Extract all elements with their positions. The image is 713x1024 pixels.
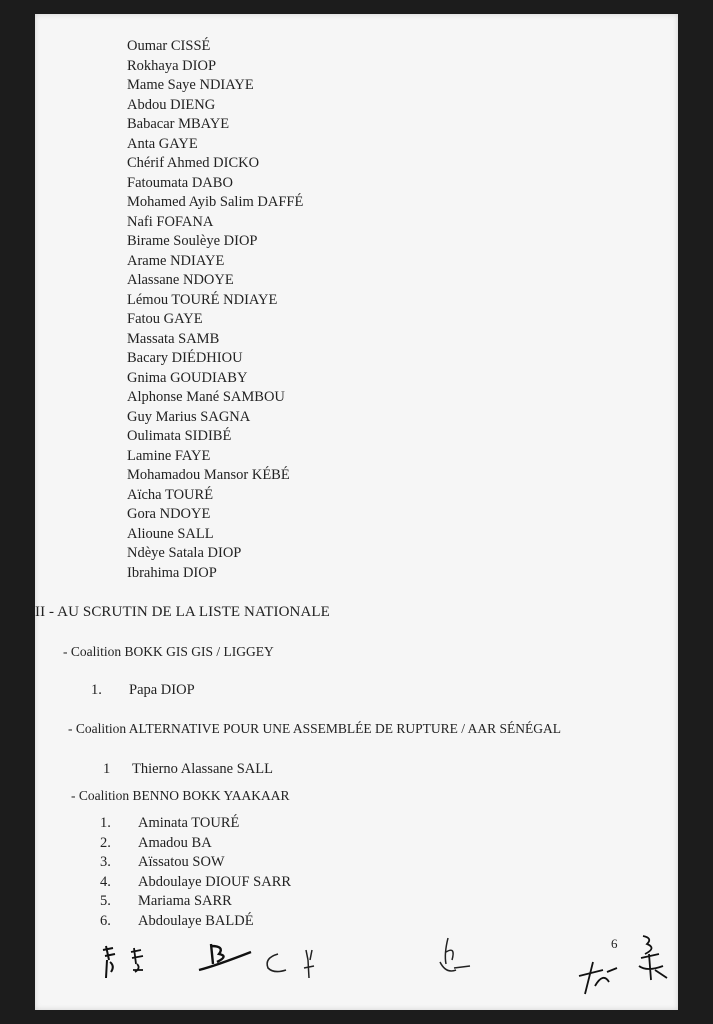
list-item: Alphonse Mané SAMBOU	[127, 389, 285, 405]
item-number: 1	[103, 761, 111, 777]
item-number: 2.	[100, 834, 111, 851]
member-name: Amadou BA	[138, 834, 212, 851]
list-item: Abdou DIENG	[127, 96, 216, 113]
list-item: Aïcha TOURÉ	[127, 486, 214, 503]
list-item: Fatoumata DABO	[127, 174, 233, 191]
item-number: 1.	[100, 815, 111, 831]
list-item: Mame Saye NDIAYE	[127, 77, 254, 93]
coalition-member-list	[91, 681, 195, 701]
list-item: Alioune SALL	[127, 525, 214, 542]
item-number: 3.	[100, 854, 111, 870]
list-item: Guy Marius SAGNA	[127, 408, 251, 425]
list-item: Rokhaya DIOP	[127, 57, 217, 74]
list-item: Gnima GOUDIABY	[127, 369, 248, 386]
list-item: Chérif Ahmed DICKO	[127, 155, 260, 171]
coalition-member-list	[100, 814, 291, 931]
list-item: Ndèye Satala DIOP	[127, 545, 242, 561]
item-number: 5.	[100, 893, 111, 909]
list-item: Mohamed Ayib Salim DAFFÉ	[127, 194, 304, 210]
candidate-name-list	[127, 37, 303, 583]
coalition-heading-aar-senegal: - Coalition ALTERNATIVE POUR UNE ASSEMBLÉE DE RUPTURE / AAR SÉNÉGAL	[68, 721, 562, 736]
handwritten-signature	[573, 932, 673, 1004]
list-item	[100, 834, 291, 854]
list-item	[91, 681, 195, 701]
list-item	[100, 873, 291, 893]
coalition-member-list	[103, 760, 273, 780]
document-page	[35, 14, 678, 1010]
member-name: Papa DIOP	[129, 682, 195, 698]
list-item	[103, 760, 273, 780]
item-number: 6.	[100, 912, 111, 929]
list-item: Fatou GAYE	[127, 311, 203, 327]
list-item: Gora NDOYE	[127, 506, 211, 522]
list-item	[100, 853, 291, 873]
list-item: Mohamadou Mansor KÉBÉ	[127, 467, 290, 483]
list-item: Anta GAYE	[127, 135, 198, 152]
list-item: Lémou TOURÉ NDIAYE	[127, 291, 278, 308]
handwritten-initials	[430, 934, 480, 984]
item-number: 4.	[100, 873, 111, 890]
list-item	[100, 814, 291, 834]
list-item: Birame Soulèye DIOP	[127, 233, 258, 249]
list-item	[100, 912, 291, 932]
handwritten-signature	[195, 940, 255, 976]
page-number: 6	[611, 936, 618, 951]
list-item: Ibrahima DIOP	[127, 564, 217, 581]
list-item: Massata SAMB	[127, 330, 220, 347]
list-item: Lamine FAYE	[127, 447, 211, 464]
item-number: 1.	[91, 682, 102, 698]
coalition-heading-benno-bokk-yaakaar: - Coalition BENNO BOKK YAAKAAR	[71, 788, 290, 803]
list-item: Oumar CISSÉ	[127, 38, 211, 54]
list-item: Arame NDIAYE	[127, 252, 225, 269]
member-name: Mariama SARR	[138, 893, 232, 909]
member-name: Aïssatou SOW	[138, 854, 225, 870]
section-heading: II - AU SCRUTIN DE LA LISTE NATIONALE	[35, 604, 330, 620]
list-item: Alassane NDOYE	[127, 272, 234, 288]
list-item: Nafi FOFANA	[127, 213, 214, 230]
handwritten-initials	[97, 942, 157, 984]
coalition-heading-bokk-gis-gis: - Coalition BOKK GIS GIS / LIGGEY	[63, 644, 274, 659]
list-item: Bacary DIÉDHIOU	[127, 350, 243, 366]
member-name: Aminata TOURÉ	[138, 815, 240, 831]
member-name: Abdoulaye BALDÉ	[138, 912, 254, 929]
list-item	[100, 892, 291, 912]
list-item: Babacar MBAYE	[127, 116, 230, 132]
member-name: Abdoulaye DIOUF SARR	[138, 873, 292, 890]
handwritten-initials	[260, 944, 340, 984]
member-name: Thierno Alassane SALL	[132, 761, 273, 777]
list-item: Oulimata SIDIBÉ	[127, 428, 232, 444]
